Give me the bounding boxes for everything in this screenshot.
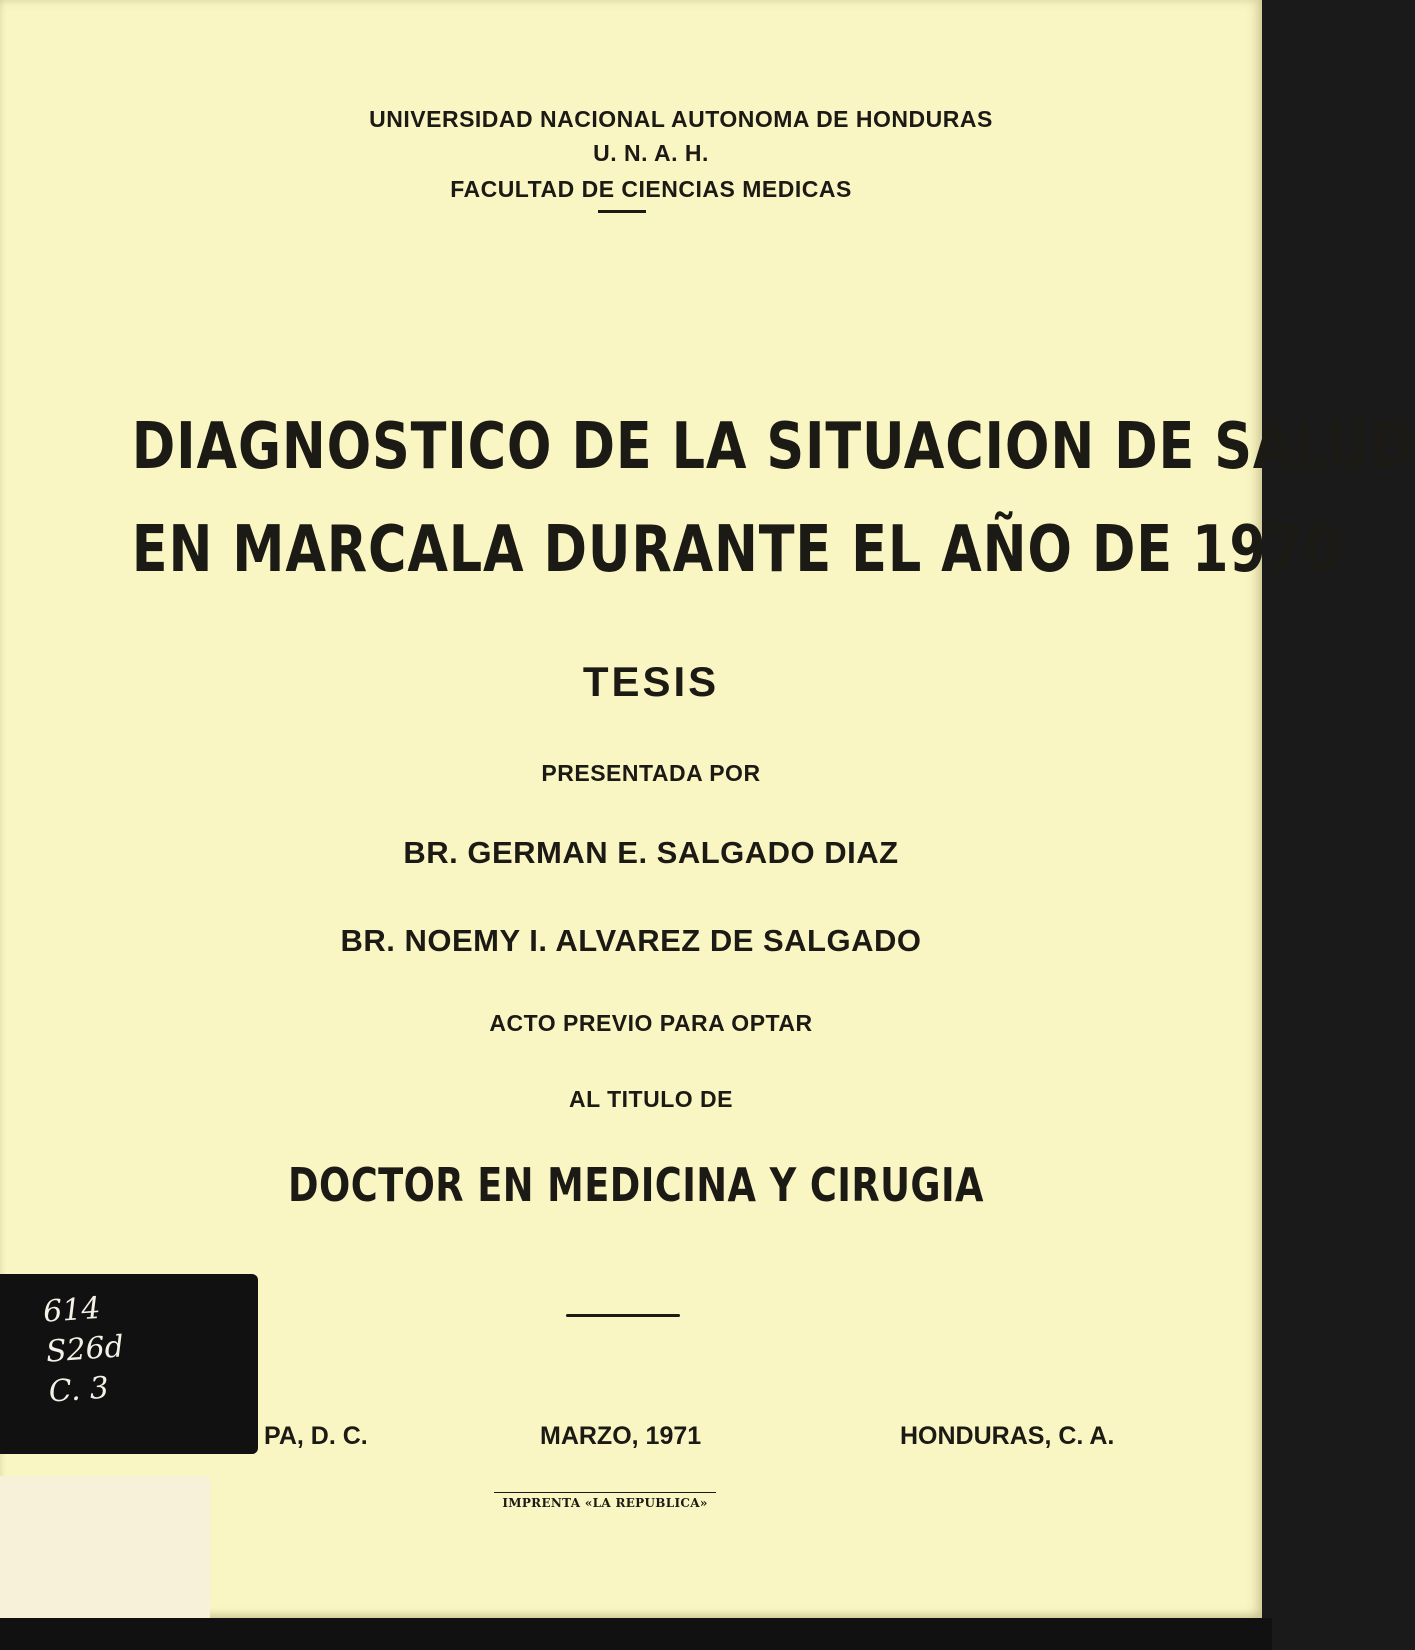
label-residue bbox=[0, 1476, 210, 1618]
presented-by: PRESENTADA POR bbox=[541, 760, 761, 786]
university-acronym: U. N. A. H. bbox=[593, 140, 709, 166]
degree-name: DOCTOR EN MEDICINA Y CIRUGIA bbox=[288, 1158, 984, 1212]
footer-place: PA, D. C. bbox=[264, 1422, 368, 1450]
printer-imprint: IMPRENTA «LA REPUBLICA» bbox=[502, 1496, 708, 1510]
university-name: UNIVERSIDAD NACIONAL AUTONOMA DE HONDURAS bbox=[369, 106, 993, 132]
act-text: ACTO PREVIO PARA OPTAR bbox=[489, 1010, 813, 1036]
title-line-1: DIAGNOSTICO DE LA SITUACION DE SALUD bbox=[131, 410, 1415, 484]
scan-border bbox=[0, 1618, 1272, 1650]
author-2: BR. NOEMY I. ALVAREZ DE SALGADO bbox=[340, 923, 922, 958]
library-call-number-label bbox=[0, 1274, 258, 1454]
printer-rule bbox=[494, 1492, 716, 1493]
call-number-line-3: C. 3 bbox=[47, 1370, 110, 1410]
title-line-2: EN MARCALA DURANTE EL AÑO DE 1970 bbox=[131, 513, 1342, 587]
faculty-name: FACULTAD DE CIENCIAS MEDICAS bbox=[450, 176, 852, 202]
footer-country: HONDURAS, C. A. bbox=[900, 1422, 1115, 1450]
footer-divider bbox=[566, 1314, 680, 1317]
footer-date: MARZO, 1971 bbox=[540, 1422, 702, 1450]
call-number-line-1: 614 bbox=[42, 1290, 102, 1330]
document-type: TESIS bbox=[582, 658, 720, 705]
author-1: BR. GERMAN E. SALGADO DIAZ bbox=[403, 835, 899, 870]
call-number-handwriting bbox=[42, 1287, 128, 1412]
to-title-text: AL TITULO DE bbox=[568, 1086, 733, 1112]
call-number-line-2: S26d bbox=[44, 1329, 126, 1370]
header-divider bbox=[598, 210, 646, 213]
